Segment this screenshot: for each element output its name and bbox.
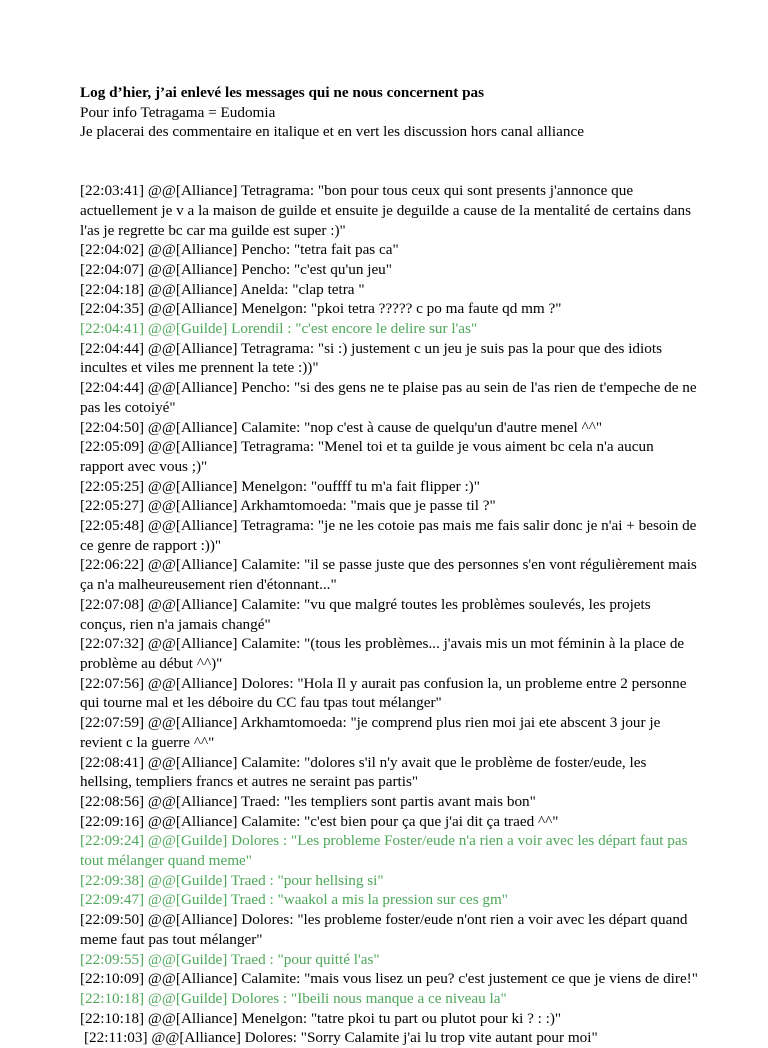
alliance-message-line: [22:07:56] @@[Alliance] Dolores: "Hola Il y aurait pas confusion la, un probleme entre 2 personne qui tourne mal et les déboire du CC fau tpas tout mélanger"	[80, 674, 687, 712]
alliance-message-line: [22:04:07] @@[Alliance] Pencho: "c'est qu'un jeu"	[80, 260, 392, 278]
guild-message-line: [22:09:24] @@[Guilde] Dolores : "Les probleme Foster/eude n'a rien a voir avec les départ faut pas tout mélanger quand meme"	[80, 832, 688, 870]
guild-message-line: [22:09:38] @@[Guilde] Traed : "pour hellsing si"	[80, 871, 384, 889]
intro-line: Pour info Tetragama = Eudomia	[80, 103, 276, 121]
alliance-message-line: [22:07:32] @@[Alliance] Calamite: "(tous les problèmes... j'avais mis un mot féminin à la place de problème au début ^^)"	[80, 635, 685, 672]
alliance-message-line: [22:05:09] @@[Alliance] Tetragrama: "Menel toi et ta guilde je vous aiment bc cela n'a aucun rapport avec vous ;)"	[80, 438, 654, 475]
guild-message-line: [22:09:47] @@[Guilde] Traed : "waakol a mis la pression sur ces gm"	[80, 891, 509, 909]
guild-message-line: [22:09:55] @@[Guilde] Traed : "pour quitté l'as"	[80, 950, 380, 968]
alliance-message-line: [22:04:44] @@[Alliance] Pencho: "si des gens ne te plaise pas au sein de l'as rien de t'empeche de ne pas les cotoiyé"	[80, 379, 697, 416]
alliance-message-line: [22:11:03] @@[Alliance] Dolores: "Sorry Calamite j'ai lu trop vite autant pour moi"	[84, 1029, 598, 1047]
alliance-message-line: [22:05:48] @@[Alliance] Tetragrama: "je ne les cotoie pas mais me fais salir donc je n'ai + besoin de ce genre de rapport :))"	[80, 517, 697, 554]
document-page	[80, 83, 700, 1048]
document-title: Log d’hier, j’ai enlevé les messages qui ne nous concernent pas	[80, 84, 485, 101]
alliance-message-line: [22:07:59] @@[Alliance] Arkhamtomoeda: "je comprend plus rien moi jai ete abscent 3 jour je revient c la guerre ^^"	[80, 714, 661, 751]
spacer	[80, 142, 700, 181]
alliance-message-line: [22:09:16] @@[Alliance] Calamite: "c'est bien pour ça que j'ai dit ça traed ^^"	[80, 812, 559, 830]
alliance-message-line: [22:04:18] @@[Alliance] Anelda: "clap tetra "	[80, 280, 365, 298]
alliance-message-line: [22:10:09] @@[Alliance] Calamite: "mais vous lisez un peu? c'est justement ce que je viens de dire!"	[80, 970, 698, 988]
intro-block	[80, 103, 700, 142]
alliance-message-line: [22:04:02] @@[Alliance] Pencho: "tetra fait pas ca"	[80, 241, 399, 259]
alliance-message-line: [22:07:08] @@[Alliance] Calamite: "vu que malgré toutes les problèmes soulevés, les projets conçus, rien n'a jamais changé"	[80, 595, 651, 633]
alliance-message-line: [22:06:22] @@[Alliance] Calamite: "il se passe juste que des personnes s'en vont régulièrement mais ça n'a malheureusement rien d'étonnant..."	[80, 556, 697, 594]
alliance-message-line: [22:05:27] @@[Alliance] Arkhamtomoeda: "mais que je passe til ?"	[80, 497, 496, 515]
alliance-message-line: [22:08:41] @@[Alliance] Calamite: "dolores s'il n'y avait que le problème de foster/eude, les hellsing, templiers francs et autres ne seraint pas partis"	[80, 753, 647, 791]
alliance-message-line: [22:09:50] @@[Alliance] Dolores: "les probleme foster/eude n'ont rien a voir avec les départ quand meme faut pas tout mélanger"	[80, 911, 688, 948]
alliance-message-line: [22:04:35] @@[Alliance] Menelgon: "pkoi tetra ????? c po ma faute qd mm ?"	[80, 300, 562, 318]
alliance-message-line: [22:05:25] @@[Alliance] Menelgon: "ouffff tu m'a fait flipper :)"	[80, 477, 480, 495]
alliance-message-line: [22:08:56] @@[Alliance] Traed: "les templiers sont partis avant mais bon"	[80, 792, 536, 810]
alliance-message-line: [22:04:44] @@[Alliance] Tetragrama: "si :) justement c un jeu je suis pas la pour que des idiots incultes et viles me prennent la tete :))"	[80, 339, 662, 377]
alliance-message-line: [22:04:50] @@[Alliance] Calamite: "nop c'est à cause de quelqu'un d'autre menel ^^"	[80, 418, 603, 436]
guild-message-line: [22:10:18] @@[Guilde] Dolores : "Ibeili nous manque a ce niveau la"	[80, 989, 507, 1007]
chat-log	[80, 181, 700, 1048]
intro-line: Je placerai des commentaire en italique et en vert les discussion hors canal alliance	[80, 123, 584, 141]
alliance-message-line: [22:10:18] @@[Alliance] Menelgon: "tatre pkoi tu part ou plutot pour ki ? : :)"	[80, 1009, 562, 1027]
guild-message-line: [22:04:41] @@[Guilde] Lorendil : "c'est encore le delire sur l'as"	[80, 320, 478, 338]
alliance-message-line: [22:03:41] @@[Alliance] Tetragrama: "bon pour tous ceux qui sont presents j'annonce que actuellement je v a la maison de guilde et ensuite je deguilde a cause de la mentalité de certains dans l'as je regrette bc car ma guilde est super :)"	[80, 182, 692, 239]
